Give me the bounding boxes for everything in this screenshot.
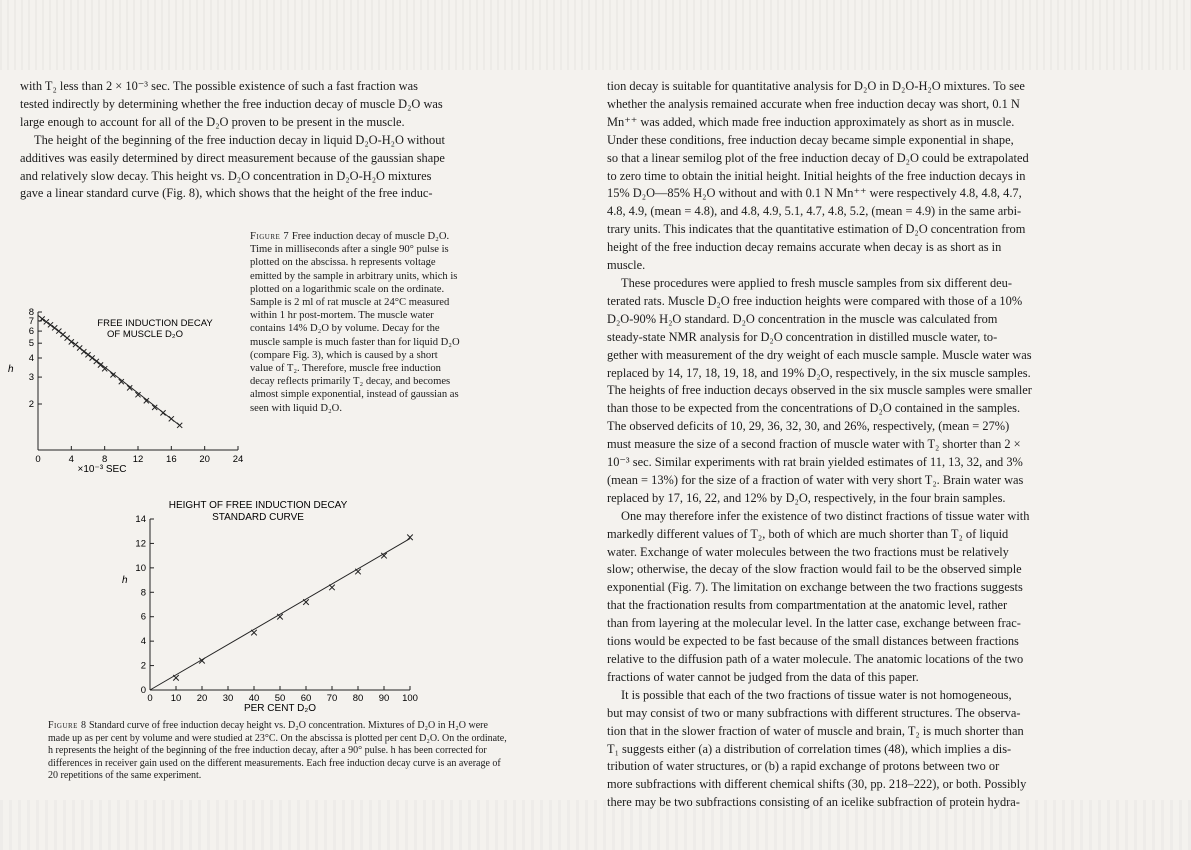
right-line: gether with measurement of the dry weight of each muscle sample. Muscle water was (607, 347, 1032, 362)
fig7-y-tick-label: 5 (28, 338, 34, 350)
right-column-text (607, 78, 1179, 812)
fig7-x-tick-label: 24 (232, 454, 244, 465)
fig8-y-tick-label: 14 (135, 514, 146, 525)
right-line: exponential (Fig. 7). The limitation on exchange between the two fractions suggests (607, 580, 1023, 595)
figure-8-chart (110, 495, 430, 715)
right-line: terated rats. Muscle D₂O free induction heights were compared with those of a 10% (607, 293, 1023, 308)
fig7-data-point (56, 328, 61, 333)
right-line: there may be two subfractions consisting of an icelike subfraction of protein hydra- (607, 795, 1020, 810)
right-line: The heights of free induction decays observed in the six muscle samples were smaller (607, 383, 1032, 398)
fig7-y-tick-label: 4 (28, 353, 34, 364)
fig7-data-point (48, 322, 53, 327)
right-line: water. Exchange of water molecules between the two fractions must be relatively (607, 544, 1009, 559)
fig8-xlabel: PER CENT D₂O (243, 703, 317, 714)
fig8-title-line2: STANDARD CURVE (212, 512, 304, 523)
fig8-y-tick-label: 2 (140, 660, 146, 672)
fig7-x-tick-label: 12 (132, 454, 144, 465)
fig7-y-tick-label: 7 (28, 315, 34, 327)
right-line: tribution of water structures, or (b) a rapid exchange of protons between two or (607, 759, 1000, 774)
right-line: height of the free induction decay remains accurate when decay is as short as in (607, 240, 1002, 255)
left-line: additives was easily determined by direct measurement because of the gaussian shape (20, 150, 445, 165)
right-line: whether the analysis remained accurate when free induction decay was short, 0.1 N (607, 96, 1020, 111)
right-line: but may consist of two or many subfractions with different structures. The observa- (607, 705, 1021, 720)
right-line: tion that in the slower fraction of water of muscle and brain, T₂ is much shorter than (607, 723, 1024, 738)
fig8-x-tick-label: 90 (378, 693, 390, 704)
fig7-ylabel: h (8, 364, 14, 375)
right-line: that the fractionation results from compartmentation at the anatomic level, rather (607, 598, 1008, 613)
right-line: The observed deficits of 10, 29, 36, 32, 30, and 26%, respectively, (mean = 27%) (607, 419, 1010, 434)
figure-7-chart (0, 300, 250, 480)
right-line: slow; otherwise, the decay of the slow fraction would fail to be the observed simple (607, 562, 1022, 577)
right-line: trary units. This indicates that the quantitative estimation of D₂O concentration from (607, 222, 1026, 237)
fig7-data-point (90, 355, 95, 360)
fig7-x-tick-label: 16 (166, 454, 177, 465)
left-line: large enough to account for all of the D₂O proven to be present in the muscle. (20, 114, 405, 129)
right-line: It is possible that each of the two fractions of tissue water is not homogeneous, (621, 687, 1012, 702)
fig7-x-tick-label: 20 (199, 454, 210, 465)
right-line: so that a linear semilog plot of the free induction decay of D₂O could be extrapolated (607, 150, 1029, 165)
fig7-title-line2: OF MUSCLE D₂O (107, 329, 183, 340)
fig8-x-tick-label: 0 (147, 693, 153, 704)
fig8-data-point (329, 585, 335, 591)
right-line: T₁ suggests either (a) a distribution of correlation times (48), which implies a dis- (607, 741, 1012, 756)
fig7-data-point (85, 352, 90, 357)
left-line: with T₂ less than 2 × 10⁻³ sec. The possible existence of such a fast fraction was (20, 79, 418, 93)
fig7-y-tick-label: 8 (28, 307, 34, 318)
fig8-fit-line (150, 539, 410, 690)
right-line: These procedures were applied to fresh muscle samples from six different deu- (621, 275, 1012, 290)
right-line: Under these conditions, free induction decay became simple exponential in shape, (607, 132, 1014, 147)
fig7-data-point (177, 423, 182, 428)
fig8-x-tick-label: 70 (326, 693, 338, 704)
right-line: must measure the size of a second fraction of muscle water with T₂ shorter than 2 × (607, 437, 1021, 452)
left-line: and relatively slow decay. This height vs. D₂O concentration in D₂O-H₂O mixtures (20, 168, 432, 183)
fig8-y-tick-label: 0 (140, 685, 146, 696)
right-line: than those to be expected from the concentrations of D₂O contained in the samples. (607, 401, 1021, 416)
right-line: 15% D₂O—85% H₂O without and with 0.1 N Mn⁺⁺ were respectively 4.8, 4.8, 4.7, (607, 186, 1022, 201)
figure-8-caption (48, 720, 508, 783)
fig8-x-tick-label: 10 (170, 693, 182, 704)
right-line: more subfractions with different chemical shifts (30, pp. 218–222), or both. Possibly (607, 777, 1027, 792)
left-line: tested indirectly by determining whether the free induction decay of muscle D₂O was (20, 96, 443, 111)
fig8-y-tick-label: 6 (140, 611, 146, 623)
right-line: replaced by 17, 16, 22, and 12% by D₂O, respectively, in the four brain samples. (607, 490, 1006, 505)
right-line: markedly different values of T₂, both of which are much shorter than T₂ of liquid (607, 526, 1009, 541)
fig8-y-tick-label: 8 (140, 587, 146, 599)
right-line: to zero time to obtain the initial height. Initial heights of the free induction decays in (607, 168, 1026, 183)
fig8-y-tick-label: 12 (135, 538, 146, 550)
fig8-data-point (251, 630, 257, 636)
right-line: muscle. (607, 258, 646, 273)
fig7-data-point (52, 325, 57, 330)
fig8-x-tick-label: 20 (196, 693, 208, 704)
right-line: One may therefore infer the existence of two distinct fractions of tissue water with (621, 508, 1030, 523)
right-line: steady-state NMR analysis for D₂O concentration in distilled muscle water, to- (607, 329, 998, 344)
right-line: replaced by 14, 17, 18, 19, 18, and 19% D₂O, respectively, in the six muscle samples. (607, 365, 1031, 380)
left-line: The height of the beginning of the free induction decay in liquid D₂O-H₂O without (34, 132, 445, 147)
left-line: gave a linear standard curve (Fig. 8), which shows that the height of the free induc- (20, 186, 433, 201)
fig7-y-tick-label: 2 (28, 399, 34, 410)
right-line: Mn⁺⁺ was added, which made free induction approximately as short as in muscle. (607, 114, 1015, 129)
fig7-title-line1: FREE INDUCTION DECAY (97, 318, 213, 329)
scan-noise-top (0, 0, 1191, 70)
fig7-y-tick-label: 6 (28, 326, 34, 338)
right-line: 10⁻³ sec. Similar experiments with rat brain yielded estimates of 11, 13, 32, and 3% (607, 455, 1023, 470)
fig7-x-tick-label: 8 (102, 454, 108, 465)
right-line: tions would be expected to be fast because of the small distances between fractions (607, 634, 1019, 649)
figure-8-caption-text: Standard curve of free induction decay height vs. D₂O concentration. Mixtures of D₂O in H₂O were made up as per cent by volume and were studied at 23°C. On the abscissa is plotted per cent D₂O. On the ordinate, h represents the height of the beginning of the free induction decay, after a 90° pulse. h has been corrected for differences in receiver gain used on the different measurements. Each free induction decay curve is an average of 20 repetitions of the same experiment. (48, 720, 507, 782)
fig8-x-tick-label: 40 (248, 693, 260, 704)
right-line: tion decay is suitable for quantitative analysis for D₂O in D₂O-H₂O mixtures. To see (607, 79, 1025, 93)
right-line: (mean = 13%) for the size of a fraction of water with very short T₂. Brain water was (607, 472, 1024, 487)
fig8-x-tick-label: 80 (352, 693, 364, 704)
fig8-title-line1: HEIGHT OF FREE INDUCTION DECAY (168, 500, 348, 511)
fig8-x-tick-label: 60 (300, 693, 312, 704)
fig7-data-point (81, 349, 86, 354)
fig8-y-tick-label: 10 (135, 562, 146, 574)
figure-7-label: Figure 7 (250, 231, 290, 242)
fig8-x-tick-label: 30 (222, 693, 234, 704)
fig7-xlabel: ×10⁻³ SEC (77, 464, 127, 475)
right-line: relative to the diffusion path of a water molecule. The anatomic locations of the two (607, 652, 1024, 666)
fig8-data-point (407, 535, 413, 541)
fig8-x-tick-label: 100 (402, 693, 418, 704)
fig7-data-point (169, 416, 174, 421)
fig7-x-tick-label: 0 (35, 454, 41, 465)
right-line: fractions of water cannot be judged from the data of this paper. (607, 669, 919, 684)
fig8-data-point (355, 569, 361, 575)
fig8-data-point (303, 599, 309, 605)
fig8-y-tick-label: 4 (140, 636, 146, 648)
right-line: D₂O-90% H₂O standard. D₂O concentration in the muscle was calculated from (607, 311, 998, 326)
fig7-y-tick-label: 3 (28, 372, 34, 384)
fig8-data-point (173, 675, 179, 681)
figure-7-caption (250, 230, 460, 415)
left-column-text (20, 78, 520, 203)
figure-7-caption-text: Free induction decay of muscle D₂O. Time in milliseconds after a single 90° pulse is plotted on the abscissa. h represents voltage emitted by the sample in arbitrary units, which is plotted on a logarithmic scale on the ordinate. Sample is 2 ml of rat muscle at 24°C measured within 1 hr post-mortem. The muscle water contains 14% D₂O by volume. Decay for the muscle sample is much faster than for liquid D₂O (compare Fig. 3), which is caused by a short value of T₂. Therefore, muscle free induction decay reflects primarily T₂ decay, and becomes almost simple exponential, instead of gaussian as seen with liquid D₂O. (250, 231, 460, 414)
fig7-data-point (160, 410, 165, 415)
figure-8-label: Figure 8 (48, 720, 87, 731)
right-line: than from layering at the molecular level. In the latter case, exchange between frac- (607, 616, 1021, 631)
fig8-ylabel: h (122, 575, 128, 586)
fig7-x-tick-label: 4 (68, 454, 74, 465)
right-line: 4.8, 4.9, (mean = 4.8), and 4.8, 4.9, 5.1, 4.7, 4.8, 5.2, (mean = 4.9) in the same arbi- (607, 204, 1022, 219)
fig8-x-tick-label: 50 (274, 693, 286, 704)
